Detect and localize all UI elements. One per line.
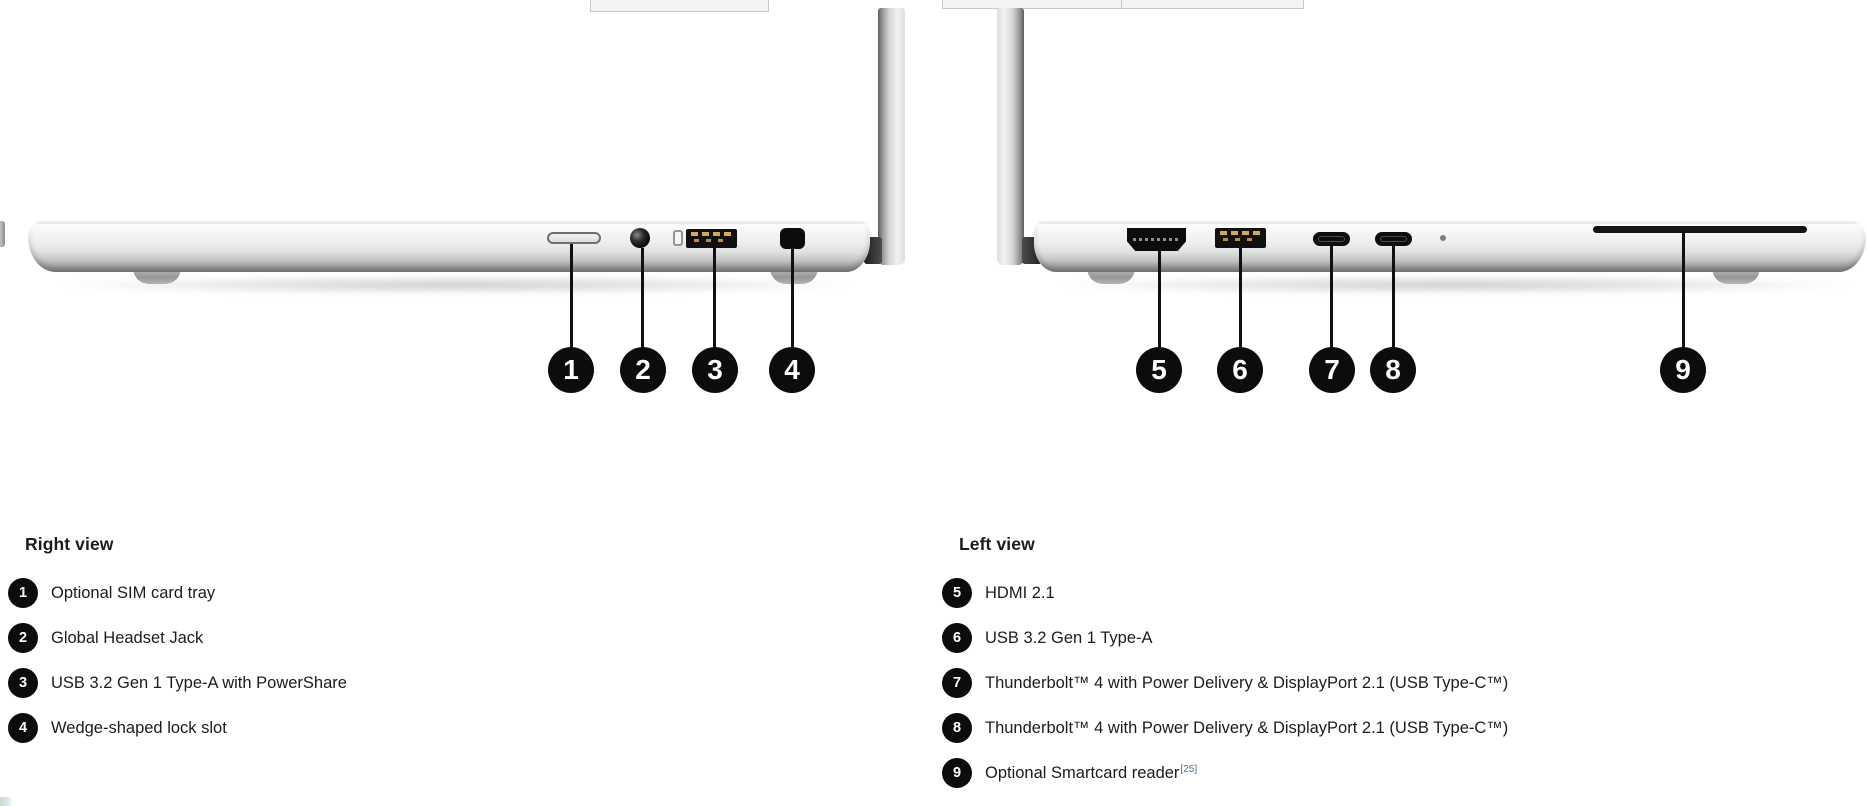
callout-stem <box>570 244 573 348</box>
footnote-link-25[interactable]: [25] <box>1180 763 1198 775</box>
battery-status-icon <box>673 230 683 246</box>
indicator-dot <box>1440 235 1446 241</box>
callout-3: 3 <box>692 347 738 393</box>
callout-7: 7 <box>1309 347 1355 393</box>
callout-8: 8 <box>1370 347 1416 393</box>
legend-label: Thunderbolt™ 4 with Power Delivery & DisplayPort 2.1 (USB Type-C™) <box>985 718 1509 737</box>
legend-badge-9: 9 <box>942 758 972 788</box>
callout-stem <box>641 248 644 348</box>
top-table-fragment-left <box>590 0 769 12</box>
callout-9: 9 <box>1660 347 1706 393</box>
legend-left-view <box>942 534 1742 788</box>
callout-5: 5 <box>1136 347 1182 393</box>
legend-badge-3: 3 <box>8 668 38 698</box>
usb-pins <box>694 239 729 242</box>
smartcard-reader-slot <box>1593 226 1807 233</box>
top-table-fragment-divider <box>1121 0 1122 8</box>
legend-item <box>942 578 1742 608</box>
legend-badge-7: 7 <box>942 668 972 698</box>
usb-a-port <box>1215 228 1266 248</box>
legend-label: USB 3.2 Gen 1 Type-A <box>985 628 1153 647</box>
callout-stem <box>1158 251 1161 348</box>
legend-badge-2: 2 <box>8 623 38 653</box>
legend-item <box>942 758 1742 788</box>
legend-badge-8: 8 <box>942 713 972 743</box>
callout-1: 1 <box>548 347 594 393</box>
legend-badge-6: 6 <box>942 623 972 653</box>
legend-right-view <box>8 534 768 743</box>
callout-4: 4 <box>769 347 815 393</box>
callout-stem <box>713 248 716 348</box>
headset-jack-port <box>630 228 650 248</box>
legend-label: Thunderbolt™ 4 with Power Delivery & DisplayPort 2.1 (USB Type-C™) <box>985 673 1509 692</box>
legend-item <box>942 713 1742 743</box>
usb-pins <box>1223 238 1258 241</box>
legend-item <box>8 623 768 653</box>
usb-c-slot <box>1380 236 1407 242</box>
legend-badge-4: 4 <box>8 713 38 743</box>
top-table-fragment-right <box>942 0 1304 9</box>
callout-stem <box>1392 246 1395 348</box>
legend-item <box>8 668 768 698</box>
legend-label: USB 3.2 Gen 1 Type-A with PowerShare <box>51 673 347 692</box>
callout-2: 2 <box>620 347 666 393</box>
callout-stem <box>791 249 794 348</box>
callout-6: 6 <box>1217 347 1263 393</box>
legend-label <box>985 764 1197 783</box>
legend-label: HDMI 2.1 <box>985 583 1055 602</box>
legend-item <box>8 578 768 608</box>
usb-a-port <box>686 229 737 248</box>
usb-c-port <box>1375 232 1412 246</box>
callout-stem <box>1682 233 1685 348</box>
laptop-body <box>28 221 870 272</box>
legend-badge-5: 5 <box>942 578 972 608</box>
callout-stem <box>1239 248 1242 348</box>
legend-badge-1: 1 <box>8 578 38 608</box>
left-edge-image-sliver <box>0 221 5 247</box>
usb-pins <box>691 232 732 236</box>
legend-item <box>942 623 1742 653</box>
usb-c-slot <box>1318 236 1345 242</box>
laptop-lid <box>997 8 1024 265</box>
hdmi-pins <box>1133 238 1180 241</box>
legend-item <box>8 713 768 743</box>
legend-label: Wedge-shaped lock slot <box>51 718 227 737</box>
hdmi-port <box>1127 228 1186 251</box>
bottom-left-image-artifact <box>0 797 13 806</box>
usb-c-port <box>1313 232 1350 246</box>
legend-label: Optional SIM card tray <box>51 583 216 602</box>
sim-card-tray <box>547 232 601 244</box>
legend-item <box>942 668 1742 698</box>
laptop-lid <box>878 8 905 265</box>
legend-title-left-view: Left view <box>959 534 1035 554</box>
legend-title-right-view: Right view <box>25 534 114 554</box>
lock-slot <box>780 228 805 249</box>
legend-label-text: Optional Smartcard reader <box>985 763 1180 782</box>
usb-pins <box>1220 231 1261 235</box>
legend-label: Global Headset Jack <box>51 628 204 647</box>
callout-stem <box>1330 246 1333 348</box>
